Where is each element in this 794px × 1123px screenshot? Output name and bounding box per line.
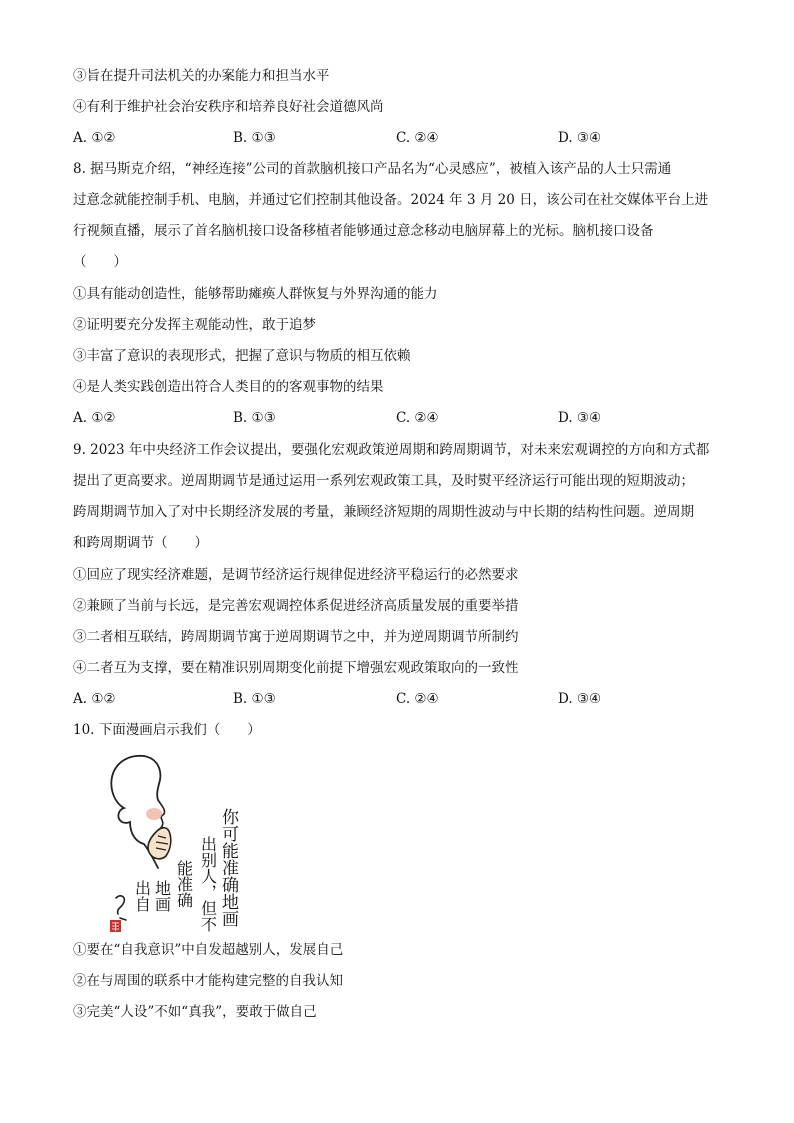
q8-stem-line-2: 过意念就能控制手机、电脑，并通过它们控制其他设备。2024 年 3 月 20 日，该公司在社交媒体平台上进 — [73, 192, 709, 208]
q7-option-c[interactable]: C. ②④ — [396, 130, 439, 146]
q9-stem-line-1: 9. 2023 年中央经济工作会议提出，要强化宏观政策逆周期和跨周期调节，对未来宏观调控的方向和方式都 — [73, 442, 710, 458]
q8-statement-2: ②证明要充分发挥主观能动性，敢于追梦 — [73, 317, 316, 333]
q10-statement-2: ②在与周围的联系中才能构建完整的自我认知 — [73, 973, 343, 989]
q7-statement-3: ③旨在提升司法机关的办案能力和担当水平 — [73, 68, 330, 84]
cartoon-cheek — [146, 808, 162, 820]
q9-stem-line-3: 跨周期调节加入了对中长期经济发展的考量，兼顾经济短期的周期性波动与中长期的结构性问题。逆周期 — [73, 504, 694, 520]
q9-option-c[interactable]: C. ②④ — [396, 691, 439, 707]
q9-statement-3: ③二者相互联结，跨周期调节寓于逆周期调节之中，并为逆周期调节所制约 — [73, 629, 519, 645]
q7-option-d[interactable]: D. ③④ — [558, 130, 602, 146]
q9-statement-2: ②兼顾了当前与长远，是完善宏观调控体系促进经济高质量发展的重要举措 — [73, 598, 519, 614]
q9-stem-line-2: 提出了更高要求。逆周期调节是通过运用一系列宏观政策工具，及时熨平经济运行可能出现的短期波动； — [73, 473, 694, 489]
q9-statement-4: ④二者互为支撑，要在精准识别周期变化前提下增强宏观政策取向的一致性 — [73, 660, 519, 676]
q7-option-a[interactable]: A. ①② — [73, 130, 116, 146]
cartoon-caption-col-5: 出自 — [132, 880, 152, 912]
cartoon-signature — [116, 896, 126, 920]
cartoon-hand — [148, 828, 171, 859]
cartoon-caption-col-3: 能准确 — [174, 860, 194, 908]
cartoon-image — [100, 748, 262, 934]
q8-stem-line-1: 8. 据马斯克介绍，“神经连接”公司的首款脑机接口产品名为“心灵感应”，被植入该产品的人士只需通 — [73, 161, 672, 177]
q8-answer-blank: （ ） — [73, 254, 127, 270]
cartoon-caption-col-4: 地画 — [152, 880, 172, 912]
q7-statement-4: ④有利于维护社会治安秩序和培养良好社会道德风尚 — [73, 99, 384, 115]
q8-statement-1: ①具有能动创造性，能够帮助瘫痪人群恢复与外界沟通的能力 — [73, 286, 438, 302]
q8-option-d[interactable]: D. ③④ — [558, 410, 602, 426]
q7-option-b[interactable]: B. ①③ — [233, 130, 276, 146]
q10-stem: 10. 下面漫画启示我们（ ） — [73, 722, 261, 738]
cartoon-caption-col-2: 出别人，但不 — [198, 836, 218, 932]
cartoon-caption-col-1: 你可能准确地画 — [218, 808, 238, 927]
q8-statement-3: ③丰富了意识的表现形式，把握了意识与物质的相互依赖 — [73, 348, 411, 364]
q8-option-a[interactable]: A. ①② — [73, 410, 116, 426]
q10-statement-1: ①要在“自我意识”中自发超越别人，发展自己 — [73, 942, 344, 958]
q8-stem-line-3: 行视频直播，展示了首名脑机接口设备移植者能够通过意念移动电脑屏幕上的光标。脑机接口设备 — [73, 223, 654, 239]
q9-option-a[interactable]: A. ①② — [73, 691, 116, 707]
q9-option-d[interactable]: D. ③④ — [558, 691, 602, 707]
q9-statement-1: ①回应了现实经济难题，是调节经济运行规律促进经济平稳运行的必然要求 — [73, 567, 519, 583]
q9-option-b[interactable]: B. ①③ — [233, 691, 276, 707]
q8-option-b[interactable]: B. ①③ — [233, 410, 276, 426]
q10-statement-3: ③完美“人设”不如“真我”，要敢于做自己 — [73, 1004, 317, 1020]
q9-stem-line-4: 和跨周期调节（ ） — [73, 535, 208, 551]
cartoon-hair — [144, 756, 160, 800]
q8-option-c[interactable]: C. ②④ — [396, 410, 439, 426]
q8-statement-4: ④是人类实践创造出符合人类目的的客观事物的结果 — [73, 379, 384, 395]
